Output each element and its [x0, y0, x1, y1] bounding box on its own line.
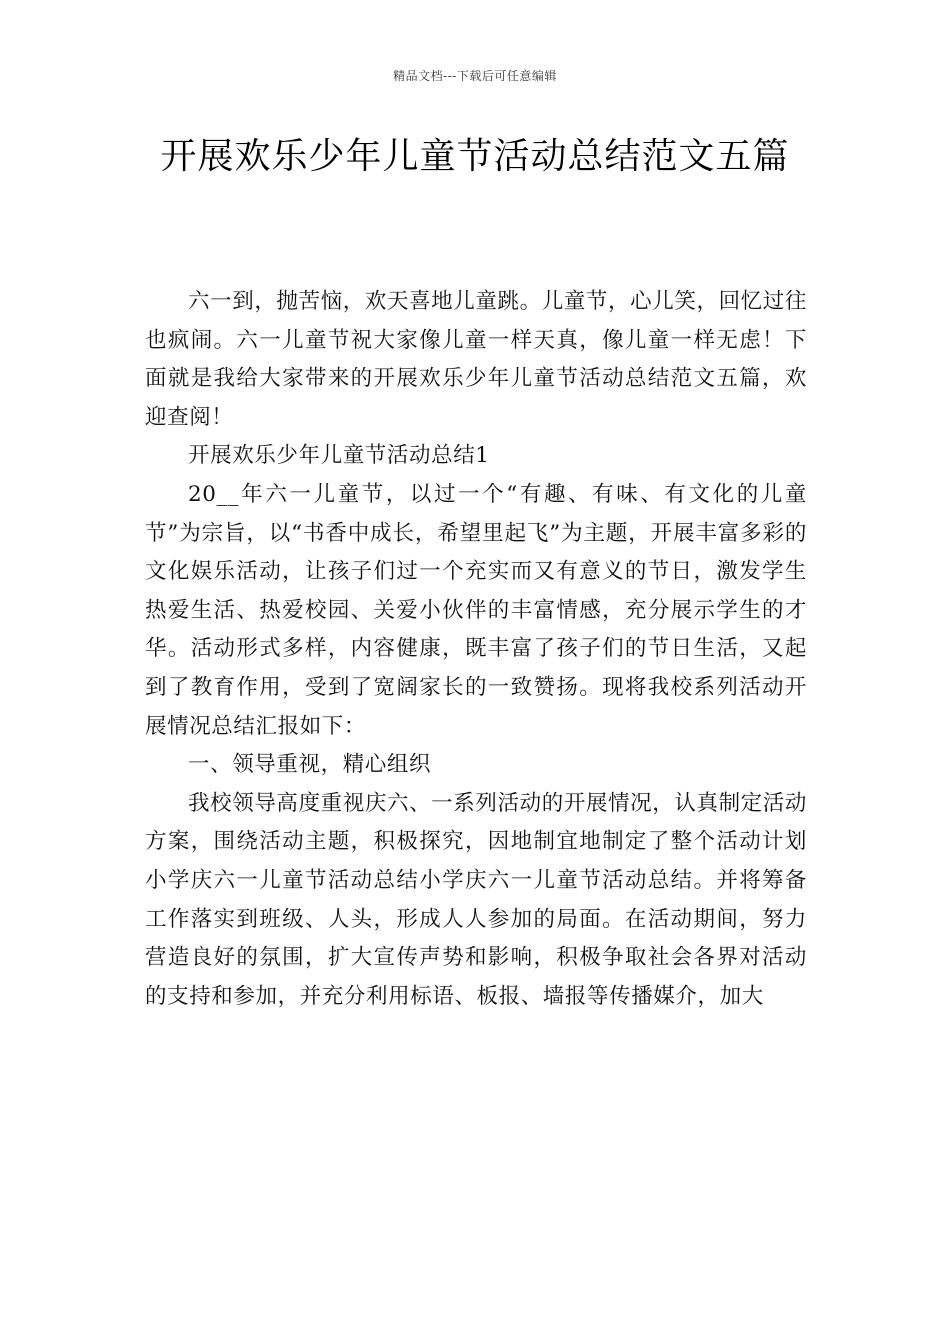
document-title: 开展欢乐少年儿童节活动总结范文五篇: [160, 136, 790, 177]
document-body: [145, 283, 807, 1016]
subsection-heading: 一、领导重视，精心组织: [188, 752, 432, 778]
intro-paragraph: 六一到，抛苦恼，欢天喜地儿童跳。儿童节，心儿笑，回忆过往也疯闹。六一儿童节祝大家像儿童一样天真，像儿童一样无虑！下面就是我给大家带来的开展欢乐少年儿童节活动总结范文五篇，欢迎查阅！: [145, 289, 807, 430]
body-paragraph: 20__年六一儿童节，以过一个“有趣、有味、有文化的儿童节”为宗旨，以“书香中成长，希望里起飞”为主题，开展丰富多彩的文化娱乐活动，让孩子们过一个充实而又有意义的节日，激发学生热爱生活、热爱校园、关爱小伙伴的丰富情感，充分展示学生的才华。活动形式多样，内容健康，既丰富了孩子们的节日生活，又起到了教育作用，受到了宽阔家长的一致赞扬。现将我校系列活动开展情况总结汇报如下：: [145, 481, 807, 739]
body-paragraph: 我校领导高度重视庆六、一系列活动的开展情况，认真制定活动方案，围绕活动主题，积极探究，因地制宜地制定了整个活动计划小学庆六一儿童节活动总结小学庆六一儿童节活动总结。并将筹备工作落实到班级、人头，形成人人参加的局面。在活动期间，努力营造良好的氛围，扩大宣传声势和影响，积极争取社会各界对活动的支持和参加，并充分利用标语、板报、墙报等传播媒介，加大: [145, 790, 807, 1009]
section-heading: 开展欢乐少年儿童节活动总结1: [188, 443, 490, 469]
header-note: 精品文档---下载后可任意编辑: [393, 69, 557, 83]
